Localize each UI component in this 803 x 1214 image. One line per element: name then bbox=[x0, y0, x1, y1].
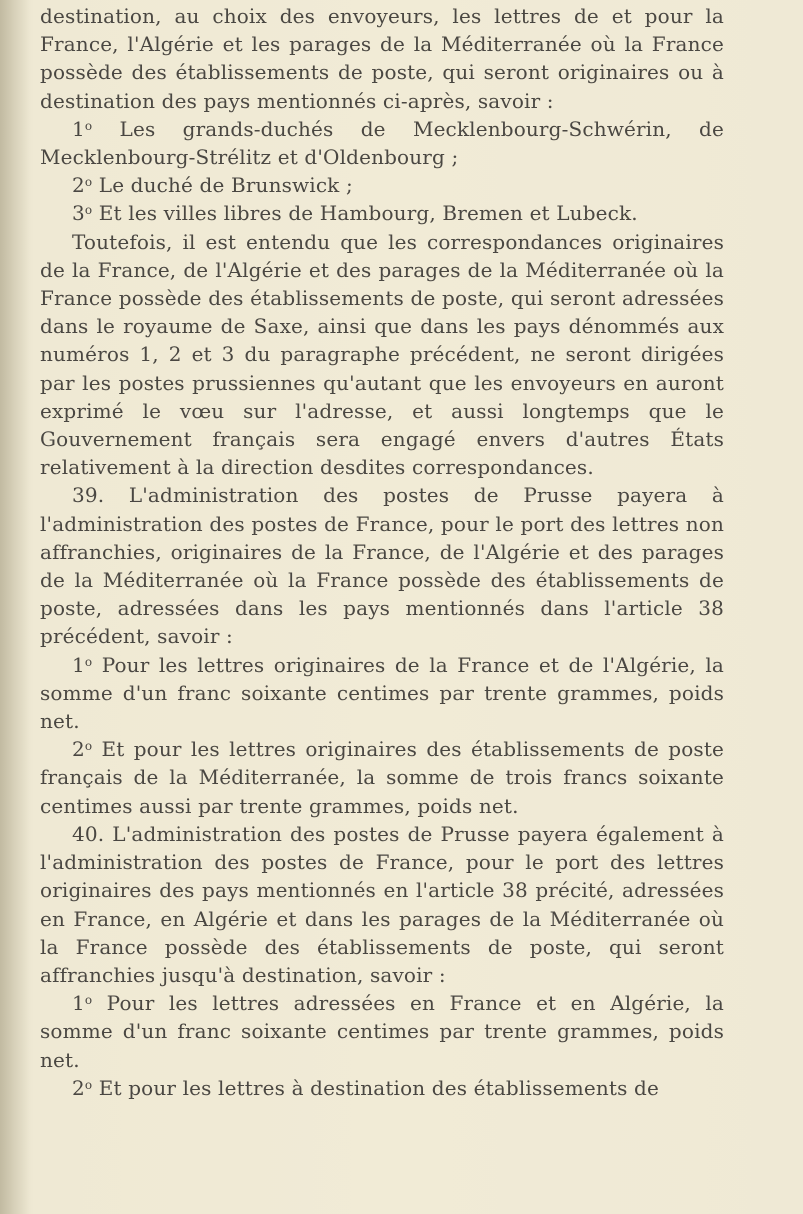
list-item bbox=[40, 651, 724, 736]
ordinal-mark: o bbox=[84, 1077, 93, 1092]
list-item bbox=[40, 171, 724, 199]
ordinal-mark: o bbox=[84, 203, 93, 218]
item-text: Et pour les lettres originaires des établissements de poste français de la Méditerranée, la somme de trois francs soixante centimes aussi par trente grammes, poids net. bbox=[40, 737, 724, 818]
ordinal-mark: o bbox=[84, 118, 93, 133]
item-number: 2 bbox=[72, 173, 85, 198]
list-item bbox=[40, 199, 724, 227]
item-text: Les grands-duchés de Mecklenbourg-Schwérin, de Mecklenbourg-Strélitz et d'Oldenbourg ; bbox=[40, 116, 724, 170]
body-text bbox=[40, 2, 724, 1102]
item-number: 2 bbox=[72, 1075, 85, 1100]
item-number: 2 bbox=[72, 737, 85, 762]
list-item bbox=[40, 989, 724, 1074]
article-39: 39. L'administration des postes de Prusse payera à l'administration des postes de France, pour le port des lettres non affranchies, originaires de la France, de l'Algérie et des parages de la Méditerranée où la France possède des établissements de poste, adressées dans les pays mentionnés dans l'article 38 précédent, savoir : bbox=[40, 483, 724, 649]
paragraph: Toutefois, il est entendu que les correspondances originaires de la France, de l'Algérie et des parages de la Méditerranée où la France possède des établissements de poste, qui seront adressées dans le royaume de Saxe, ainsi que dans les pays dénommés aux numéros 1, 2 et 3 du paragraphe précédent, ne seront dirigées par les postes prussiennes qu'autant que les envoyeurs en auront exprimé le vœu sur l'adresse, et aussi longtemps que le Gouvernement français sera engagé envers d'autres États relativement à la direction desdites correspondances. bbox=[40, 229, 724, 480]
ordinal-mark: o bbox=[84, 654, 93, 669]
list-item bbox=[40, 735, 724, 820]
item-number: 1 bbox=[72, 652, 85, 677]
item-text: Et les villes libres de Hambourg, Bremen et Lubeck. bbox=[92, 201, 638, 226]
item-text: Pour les lettres adressées en France et en Algérie, la somme d'un franc soixante centimes par trente grammes, poids net. bbox=[40, 991, 724, 1072]
article-40: 40. L'administration des postes de Prusse payera également à l'administration des postes de France, pour le port des lettres originaires des pays mentionnés en l'article 38 précité, adressées en France, en Algérie et dans les parages de la Méditerranée où la France possède des établissements de poste, qui seront affranchies jusqu'à destination, savoir : bbox=[40, 821, 724, 987]
item-number: 1 bbox=[72, 116, 85, 141]
ordinal-mark: o bbox=[84, 993, 93, 1008]
item-text: Le duché de Brunswick ; bbox=[92, 173, 353, 198]
page-gutter-shadow bbox=[0, 0, 30, 1214]
list-item bbox=[40, 1074, 724, 1102]
item-text: Pour les lettres originaires de la France et de l'Algérie, la somme d'un franc soixante centimes par trente grammes, poids net. bbox=[40, 652, 724, 734]
item-number: 1 bbox=[72, 991, 85, 1016]
paragraph-continuation: destination, au choix des envoyeurs, les lettres de et pour la France, l'Algérie et les parages de la Méditerranée où la France possède des établissements de poste, qui seront originaires ou à destination des pays mentionnés ci-après, savoir : bbox=[40, 4, 724, 113]
item-text: Et pour les lettres à destination des établissements de bbox=[92, 1075, 659, 1100]
list-item bbox=[40, 115, 724, 171]
item-number: 3 bbox=[72, 201, 85, 226]
ordinal-mark: o bbox=[84, 739, 93, 754]
ordinal-mark: o bbox=[84, 175, 93, 190]
